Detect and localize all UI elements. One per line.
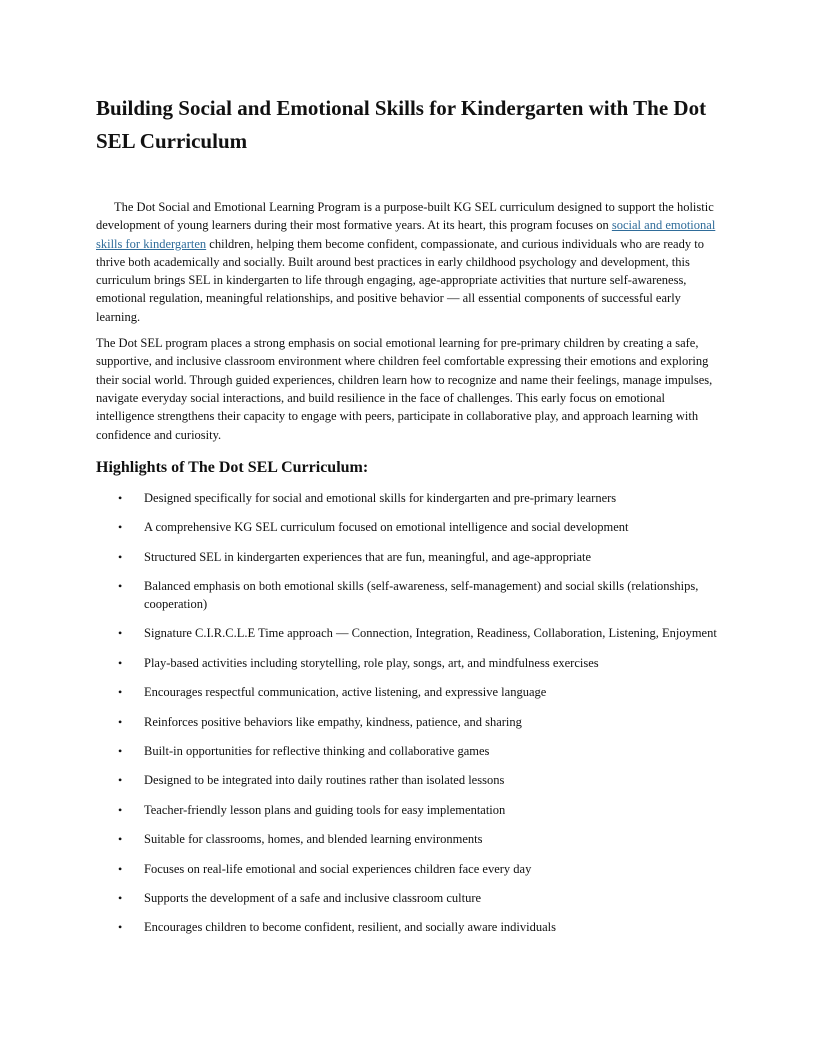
bullet-icon: • bbox=[118, 626, 123, 641]
intro-text-after-link: children, helping them become confident, compassionate, and curious individuals who are ready to thrive both academically and socially. Built around best practices in early childhood psychology and development, this curriculum brings SEL in kindergarten to life through engaging, age-appropriate activities that nurture self-awareness, emotional regulation, meaningful relationships, and positive behavior — all essential components of successful early learning. bbox=[96, 236, 704, 324]
highlights-list bbox=[96, 489, 720, 936]
bullet-icon: • bbox=[118, 861, 123, 876]
bullet-icon: • bbox=[118, 743, 123, 758]
bullet-icon: • bbox=[118, 890, 123, 905]
list-item-text: Teacher-friendly lesson plans and guiding tools for easy implementation bbox=[144, 802, 506, 817]
list-item bbox=[96, 889, 720, 907]
list-item-text: Encourages children to become confident, resilient, and socially aware individuals bbox=[144, 920, 557, 935]
list-item-text: Designed specifically for social and emotional skills for kindergarten and pre-primary learners bbox=[144, 490, 617, 505]
list-item bbox=[96, 624, 720, 642]
list-item bbox=[96, 830, 720, 848]
bullet-icon: • bbox=[118, 490, 123, 505]
bullet-icon: • bbox=[118, 773, 123, 788]
intro-paragraph bbox=[96, 198, 720, 326]
bullet-icon: • bbox=[118, 920, 123, 935]
bullet-icon: • bbox=[118, 579, 123, 594]
bullet-icon: • bbox=[118, 802, 123, 817]
list-item-text: Encourages respectful communication, active listening, and expressive language bbox=[144, 685, 547, 700]
list-item bbox=[96, 860, 720, 878]
list-item bbox=[96, 683, 720, 701]
document-page bbox=[96, 92, 720, 948]
list-item-text: Signature C.I.R.C.L.E Time approach — Connection, Integration, Readiness, Collaboration, Listening, Enjoyment bbox=[144, 626, 717, 641]
list-item-text: Designed to be integrated into daily routines rather than isolated lessons bbox=[144, 773, 505, 788]
list-item bbox=[96, 918, 720, 936]
bullet-icon: • bbox=[118, 549, 123, 564]
sel-kindergarten-link[interactable]: social and emotional skills for kindergarten bbox=[96, 218, 716, 251]
list-item-text: Built-in opportunities for reflective thinking and collaborative games bbox=[144, 743, 490, 758]
list-item-text: Structured SEL in kindergarten experiences that are fun, meaningful, and age-appropriate bbox=[144, 549, 592, 564]
bullet-icon: • bbox=[118, 714, 123, 729]
list-item bbox=[96, 771, 720, 789]
list-item bbox=[96, 713, 720, 731]
list-item-text: Play-based activities including storytelling, role play, songs, art, and mindfulness exercises bbox=[144, 655, 599, 670]
list-item-text: Reinforces positive behaviors like empathy, kindness, patience, and sharing bbox=[144, 714, 522, 729]
highlights-heading: Highlights of The Dot SEL Curriculum: bbox=[96, 458, 369, 476]
page-title: Building Social and Emotional Skills for Kindergarten with The Dot SEL Curriculum bbox=[96, 96, 707, 153]
list-item bbox=[96, 577, 720, 613]
body-paragraph: The Dot SEL program places a strong emphasis on social emotional learning for pre-primary children by creating a safe, supportive, and inclusive classroom environment where children feel comfortable expressing their emotions and exploring their social world. Through guided experiences, children learn how to recognize and name their feelings, manage impulses, navigate everyday social interactions, and build resilience in the face of challenges. This early focus on emotional intelligence strengthens their capacity to engage with peers, participate in collaborative play, and approach learning with confidence and curiosity. bbox=[96, 336, 713, 442]
bullet-icon: • bbox=[118, 520, 123, 535]
list-item-text: A comprehensive KG SEL curriculum focused on emotional intelligence and social development bbox=[144, 520, 629, 535]
list-item bbox=[96, 654, 720, 672]
list-item-text: Suitable for classrooms, homes, and blended learning environments bbox=[144, 832, 483, 847]
bullet-icon: • bbox=[118, 685, 123, 700]
bullet-icon: • bbox=[118, 832, 123, 847]
list-item bbox=[96, 548, 720, 566]
list-item-text: Focuses on real-life emotional and social experiences children face every day bbox=[144, 861, 532, 876]
intro-text-before-link: The Dot Social and Emotional Learning Program is a purpose-built KG SEL curriculum designed to support the holistic development of young learners during their most formative years. At its heart, this program focuses on bbox=[96, 200, 714, 233]
list-item bbox=[96, 801, 720, 819]
list-item-text: Balanced emphasis on both emotional skills (self-awareness, self-management) and social skills (relationships, cooperation) bbox=[144, 579, 699, 612]
bullet-icon: • bbox=[118, 655, 123, 670]
list-item bbox=[96, 489, 720, 507]
list-item bbox=[96, 518, 720, 536]
list-item bbox=[96, 742, 720, 760]
list-item-text: Supports the development of a safe and inclusive classroom culture bbox=[144, 890, 482, 905]
